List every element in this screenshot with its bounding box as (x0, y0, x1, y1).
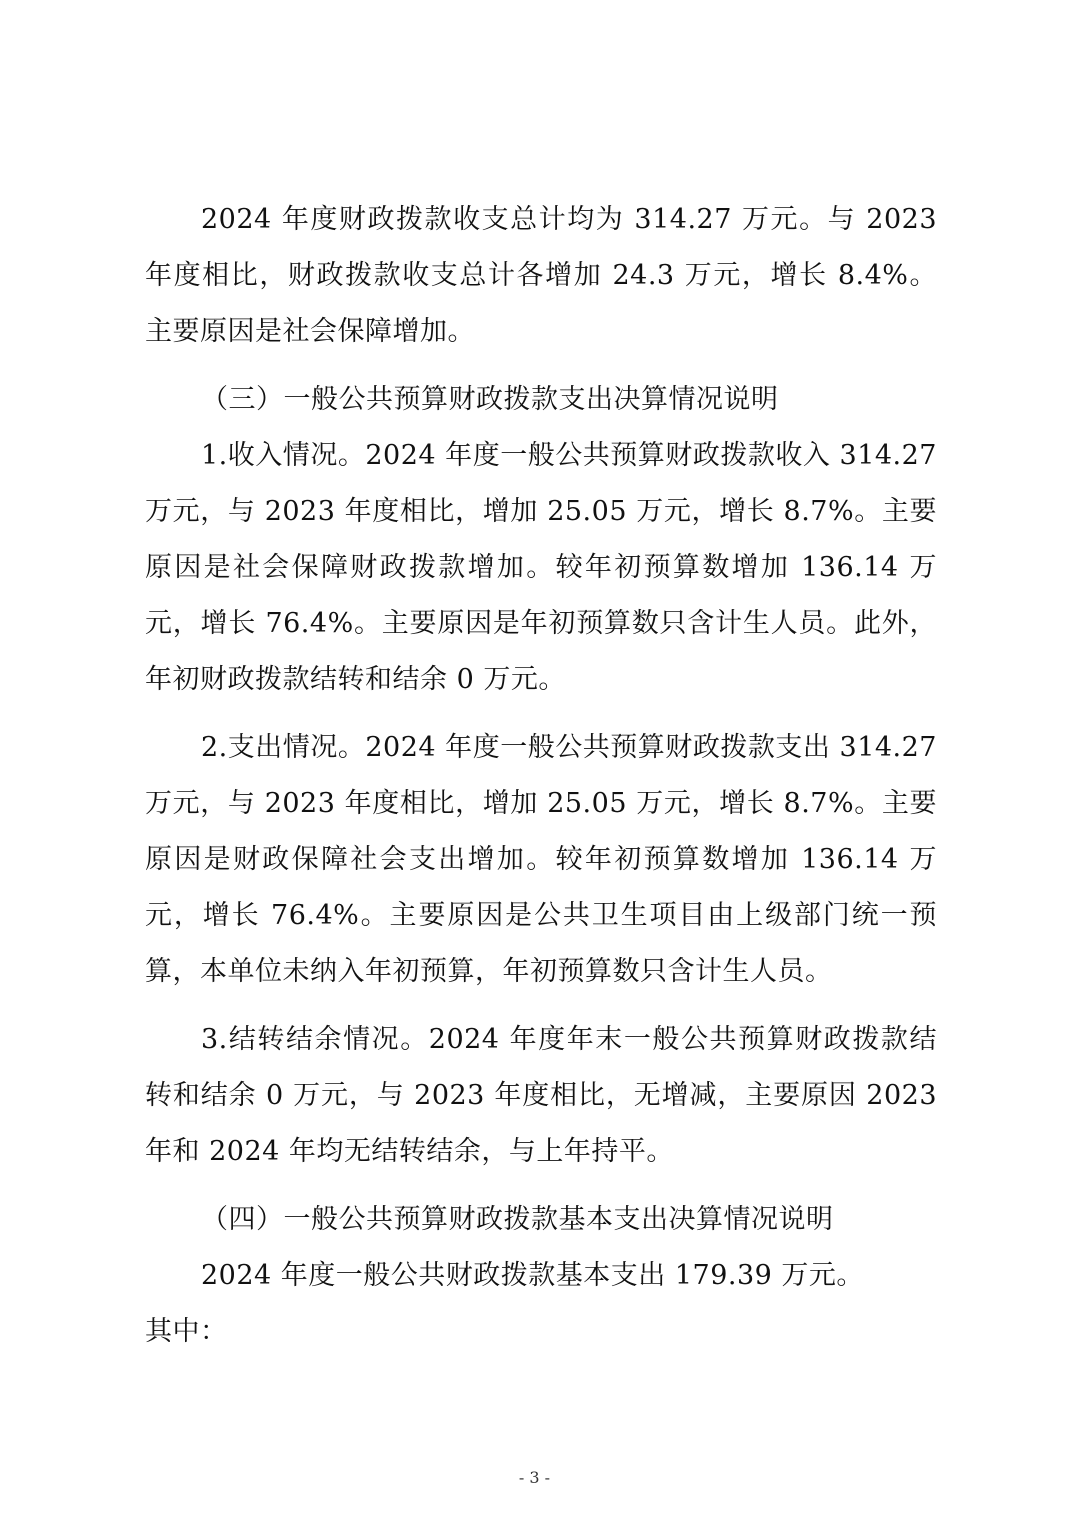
page-number: - 3 - (518, 1468, 551, 1487)
paragraph-expenditure: 2.支出情况。2024 年度一般公共预算财政拨款支出 314.27 万元，与 2023 年度相比，增加 25.05 万元，增长 8.7%。主要原因是财政保障社会支出增加。较年初预算数增加 136.14 万元，增长 76.4%。主要原因是公共卫生项目由上级部门统一预算，本单位未纳入年初预算，年初预算数只含计生人员。 (145, 732, 937, 987)
document-body (145, 192, 937, 1360)
paragraph-fiscal-total: 2024 年度财政拨款收支总计均为 314.27 万元。与 2023 年度相比，财政拨款收支总计各增加 24.3 万元，增长 8.4%。主要原因是社会保障增加。 (145, 204, 937, 347)
paragraph-income: 1.收入情况。2024 年度一般公共预算财政拨款收入 314.27 万元，与 2023 年度相比，增加 25.05 万元，增长 8.7%。主要原因是社会保障财政拨款增加。较年初预算数增加 136.14 万元，增长 76.4%。主要原因是年初预算数只含计生人员。此外，年初财政拨款结转和结余 0 万元。 (145, 440, 937, 695)
section-heading-3: （三）一般公共预算财政拨款支出决算情况说明 (201, 384, 779, 415)
paragraph-carryover: 3.结转结余情况。2024 年度年末一般公共预算财政拨款结转和结余 0 万元，与 2023 年度相比，无增减，主要原因 2023 年和 2024 年均无结转结余，与上年持平。 (145, 1024, 937, 1167)
paragraph-basic-expenditure: 2024 年度一般公共财政拨款基本支出 179.39 万元。 (201, 1260, 864, 1291)
section-heading-4: （四）一般公共预算财政拨款基本支出决算情况说明 (201, 1204, 834, 1235)
paragraph-among-which: 其中： (145, 1316, 228, 1347)
